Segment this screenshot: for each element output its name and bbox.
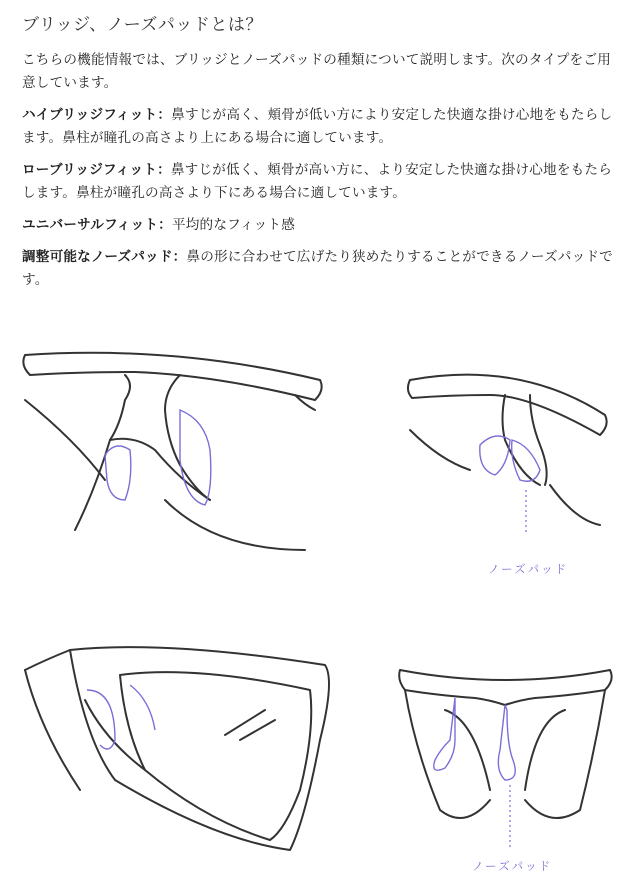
adjustable-nosepad-illustration [395,650,625,850]
item-desc: 鼻すじが低く、頬骨が高い方に、より安定した快適な掛け心地をもたらします。鼻柱が瞳孔の高さより下にある場合に適しています。 [22,162,613,201]
article-body [22,0,622,301]
high-bridge-illustration [15,340,335,570]
item-adjustable-nosepad [22,246,622,292]
item-term: ローブリッジフィット： [22,162,171,178]
item-high-bridge [22,104,622,150]
item-desc: 平均的なフィット感 [171,217,296,233]
universal-fit-illustration [15,620,355,860]
nosepad-callout-bottom: ノーズパッド [472,859,553,873]
item-term: ハイブリッジフィット： [22,107,172,123]
nosepad-callout-top: ノーズパッド [488,562,569,576]
item-desc: 鼻の形に合わせて広げたり狭めたりすることができるノーズパッドです。 [22,249,613,288]
item-low-bridge [22,159,622,205]
item-term: 調整可能なノーズパッド： [22,249,187,265]
page-title: ブリッジ、ノーズパッドとは？ [22,15,263,35]
intro-text: こちらの機能情報では、ブリッジとノーズパッドの種類について説明します。次のタイプをご用意しています。 [22,52,611,91]
low-bridge-illustration [400,360,620,535]
item-term: ユニバーサルフィット： [22,217,172,233]
item-desc: 鼻すじが高く、頬骨が低い方により安定した快適な掛け心地をもたらします。鼻柱が瞳孔の高さより上にある場合に適しています。 [22,107,613,146]
item-universal [22,214,622,237]
